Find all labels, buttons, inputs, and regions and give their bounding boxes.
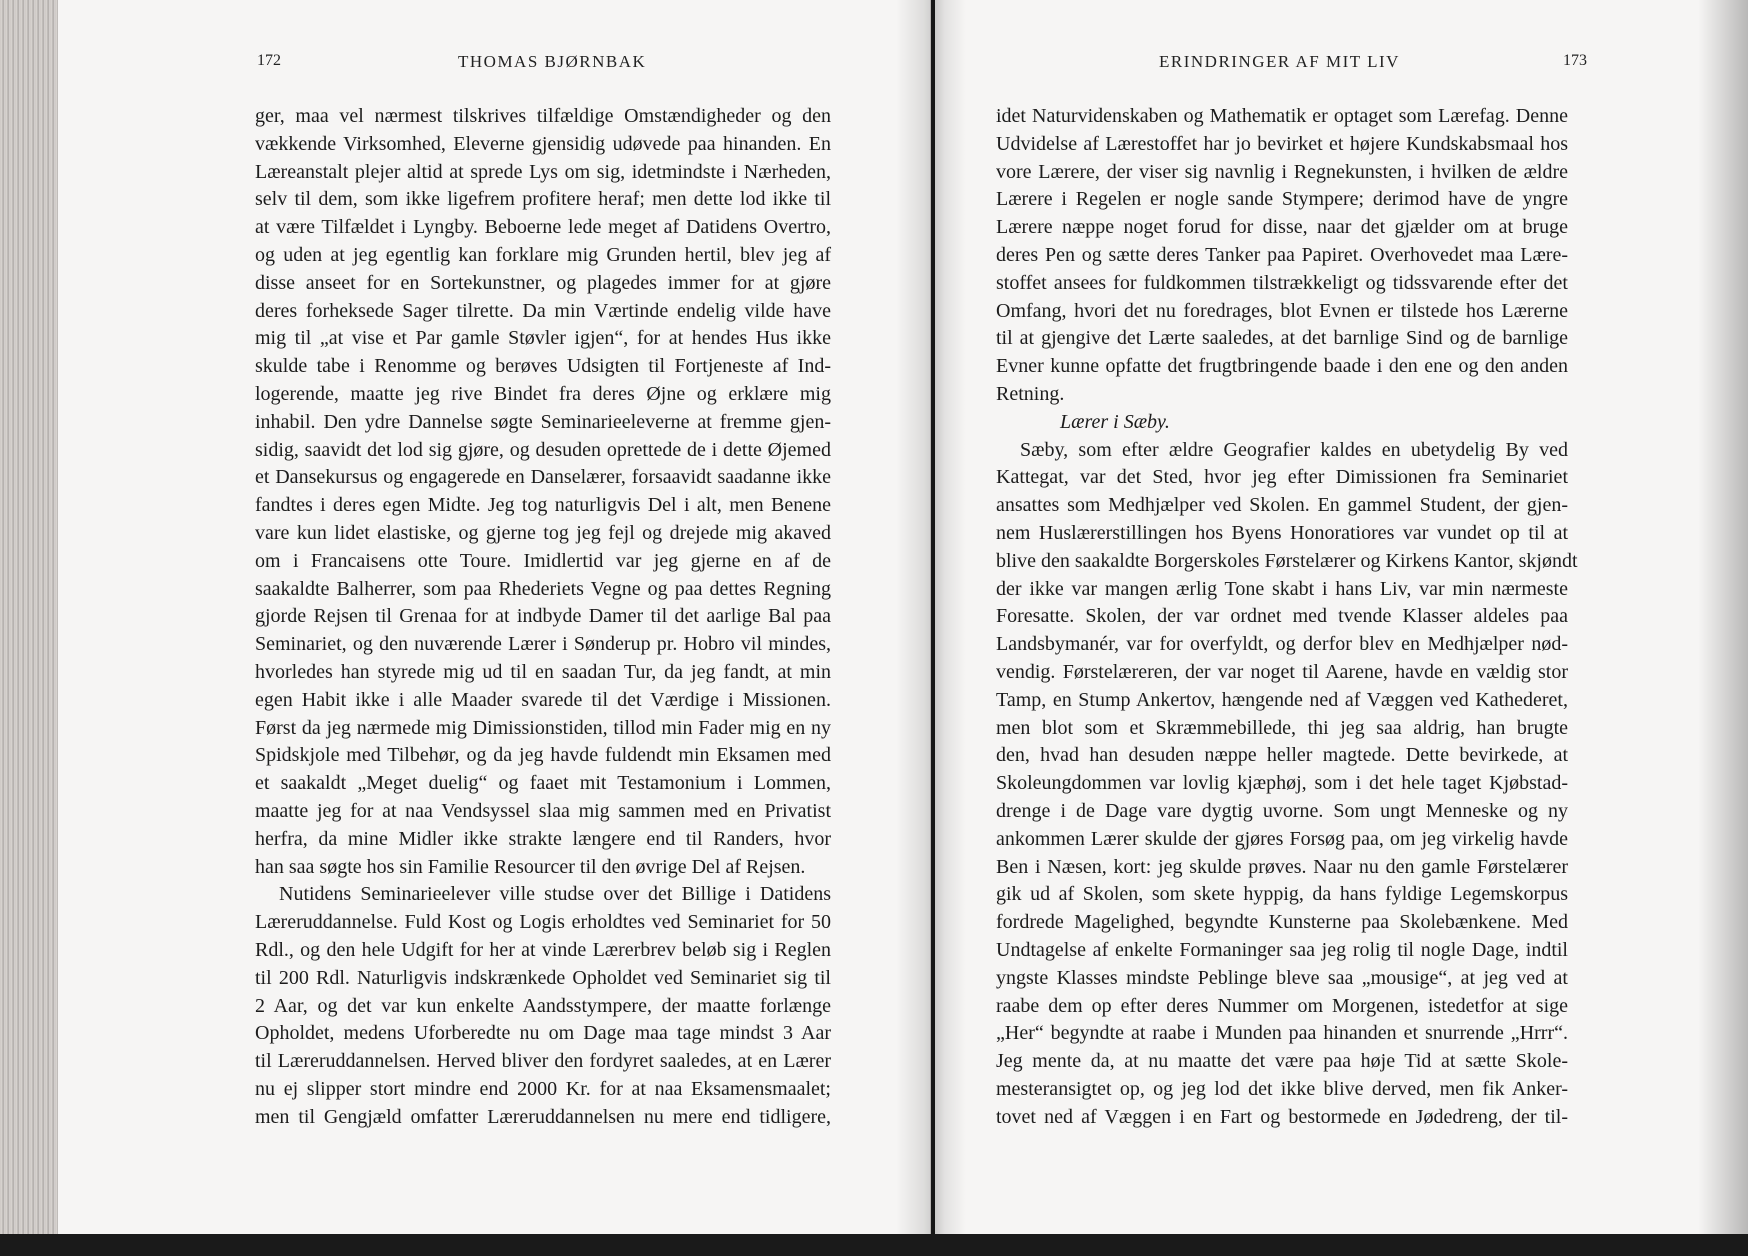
text-line: til at gjengive det Lærte saaledes, at det barnlige Sind og de barnlige bbox=[996, 327, 1568, 350]
text-line: vendig. Førstelæreren, der var noget til Aarene, havde en vældig stor bbox=[996, 660, 1568, 683]
text-line: skulde tabe i Renomme og berøves Udsigten til Fortjeneste af Ind- bbox=[255, 355, 831, 378]
text-line: drenge i de Dage vare dygtig uvorne. Som ungt Menneske og ny bbox=[996, 799, 1568, 822]
text-line: nu ej slipper stort mindre end 2000 Kr. for at naa Eksamensmaalet; bbox=[255, 1077, 831, 1100]
text-line: vore Lærere, der viser sig navnlig i Regnekunsten, i hvilken de ældre bbox=[996, 160, 1568, 183]
page-curl-shadow bbox=[1698, 0, 1748, 1235]
text-line: disse anseet for en Sortekunstner, og plagedes immer for at gjøre bbox=[255, 271, 831, 294]
text-line: vare kun lidet elastiske, og gjerne tog jeg fejl og drejede mig akaved bbox=[255, 521, 831, 544]
text-line: gik ud af Skolen, som skete hyppig, da hans fyldige Legemskorpus bbox=[996, 883, 1568, 906]
text-line: raabe dem op efter deres Nummer om Morgenen, istedetfor at sige bbox=[996, 994, 1568, 1017]
text-line: der ikke var mangen ærlig Tone skabt i hans Liv, var min nærmeste bbox=[996, 577, 1568, 600]
text-line: at være Tilfældet i Lyngby. Beboerne lede meget af Datidens Overtro, bbox=[255, 216, 831, 239]
text-line: Tamp, en Stump Ankertov, hængende ned af Væggen ved Kathederet, bbox=[996, 688, 1568, 711]
text-line: ansattes som Medhjælper ved Skolen. En gammel Student, der gjen- bbox=[996, 494, 1568, 517]
text-line: til Læreruddannelsen. Herved bliver den fordyret saaledes, at en Lærer bbox=[255, 1050, 831, 1073]
text-line: Læreanstalt plejer altid at sprede Lys om sig, idetmindste i Nærheden, bbox=[255, 160, 831, 183]
text-line: Opholdet, medens Uforberedte nu om Dage maa tage mindst 3 Aar bbox=[255, 1022, 831, 1045]
text-line: Skoleungdommen var lovlig kjæphøj, som i det hele taget Kjøbstad- bbox=[996, 772, 1568, 795]
text-line: mig til „at vise et Par gamle Støvler igjen“, for at hendes Hus ikke bbox=[255, 327, 831, 350]
text-line: vækkende Virksomhed, Eleverne gjensidig udøvede paa hinanden. En bbox=[255, 132, 831, 155]
text-line: maatte jeg for at naa Vendsyssel slaa mig sammen med en Privatist bbox=[255, 799, 831, 822]
text-line: Undtagelse af enkelte Formaninger saa jeg rolig til nogle Dage, indtil bbox=[996, 938, 1568, 961]
text-line: deres Pen og sætte deres Tanker paa Papiret. Overhovedet maa Lære- bbox=[996, 243, 1568, 266]
text-line: yngste Klasses mindste Peblinge bleve saa „mousige“, at jeg ved at bbox=[996, 966, 1568, 989]
text-line: hvorledes han styrede mig ud til en saadan Tur, da jeg fandt, at min bbox=[255, 660, 831, 683]
text-line: Først da jeg nærmede mig Dimissionstiden, tillod min Fader mig en ny bbox=[255, 716, 831, 739]
text-line: fordrede Magelighed, begyndte Kunsterne paa Skolebænkene. Med bbox=[996, 911, 1568, 934]
text-line: stoffet ansees for fuldkommen tilstrækkeligt og tidssvarende efter det bbox=[996, 271, 1568, 294]
text-line: Kattegat, var det Sted, hvor jeg efter Dimissionen fra Seminariet bbox=[996, 466, 1568, 489]
text-line: et saakaldt „Meget duelig“ og faaet mit Testamonium i Lommen, bbox=[255, 772, 831, 795]
scan-bottom-border bbox=[0, 1234, 1748, 1256]
text-line: 2 Aar, og det var kun enkelte Aandsstympere, der maatte forlænge bbox=[255, 994, 831, 1017]
text-line: Sæby, som efter ældre Geografier kaldes en ubetydelig By ved bbox=[1020, 438, 1568, 461]
text-line: ger, maa vel nærmest tilskrives tilfældige Omstændigheder og den bbox=[255, 105, 831, 127]
text-line: Lærere næppe noget forud for disse, naar det gjælder om at bruge bbox=[996, 216, 1568, 239]
text-line: Udvidelse af Lærestoffet har jo bevirket et højere Kundskabsmaal hos bbox=[996, 132, 1568, 155]
text-line: til 200 Rdl. Naturligvis indskrænkede Opholdet ved Seminariet sig til bbox=[255, 966, 831, 989]
text-line: Omfang, hvori det nu foredrages, blot Evnen er tilstede hos Lærerne bbox=[996, 299, 1568, 322]
text-line: Seminariet, og den nuværende Lærer i Sønderup pr. Hobro vil mindes, bbox=[255, 633, 831, 656]
text-line: mesteransigtet op, og jeg lod det ikke blive derved, men fik Anker- bbox=[996, 1077, 1568, 1100]
text-line: Nutidens Seminarieelever ville studse over det Billige i Datidens bbox=[279, 883, 831, 906]
text-line: tovet ned af Væggen i en Fart og bestormede en Jødedreng, der til- bbox=[996, 1105, 1568, 1128]
text-line: han saa søgte hos sin Familie Resourcer til den øvrige Del af Rejsen. bbox=[255, 855, 806, 878]
text-line: Lærere i Regelen er nogle sande Stympere; derimod have de yngre bbox=[996, 188, 1568, 211]
left-page-number: 172 bbox=[257, 52, 281, 69]
text-line: Retning. bbox=[996, 382, 1065, 405]
right-page bbox=[935, 0, 1748, 1235]
text-line: Jeg mente da, at nu maatte det være paa høje Tid at sætte Skole- bbox=[996, 1050, 1568, 1073]
text-line: blive den saakaldte Borgerskoles Førstelærer og Kirkens Kantor, skjøndt bbox=[996, 549, 1578, 572]
text-line: gjorde Rejsen til Grenaa for at indbyde Damer til det aarlige Bal paa bbox=[255, 605, 831, 628]
text-line: inhabil. Den ydre Dannelse søgte Seminarieeleverne at fremme gjen- bbox=[255, 410, 831, 433]
text-line: sidig, saavidt det lod sig gjøre, og desuden oprettede de i dette Øjemed bbox=[255, 438, 831, 461]
text-line: idet Naturvidenskaben og Mathematik er optaget som Lærefag. Denne bbox=[996, 105, 1568, 127]
text-line: Landsbymanér, var for overfyldt, og derfor blev en Medhjælper nød- bbox=[996, 633, 1568, 656]
text-line: herfra, da mine Midler ikke strakte længere end til Randers, hvor bbox=[255, 827, 831, 850]
text-line: saakaldte Balherrer, som paa Rhederiets Vegne og paa dettes Regning bbox=[255, 577, 831, 600]
right-body-text bbox=[996, 103, 1578, 1131]
text-line: men til Gengjæld omfatter Læreruddannelsen nu mere end tidligere, bbox=[255, 1105, 831, 1128]
right-page-number: 173 bbox=[1563, 52, 1587, 69]
left-body-text bbox=[255, 103, 831, 1131]
text-line: selv til dem, som ikke ligefrem profitere heraf; men dette lod ikke til bbox=[255, 188, 831, 211]
text-line: egen Habit ikke i alle Maader svarede til det Værdige i Missionen. bbox=[255, 688, 831, 711]
text-line: Spidskjole med Tilbehør, og da jeg havde fuldendt min Eksamen med bbox=[255, 744, 831, 767]
text-line: den, hvad han desuden næppe heller magtede. Dette bevirkede, at bbox=[996, 744, 1568, 767]
left-page bbox=[58, 0, 931, 1235]
text-line: fandtes i deres egen Midte. Jeg tog naturligvis Del i alt, men Benene bbox=[255, 494, 831, 517]
text-line: Evner kunne opfatte det frugtbringende baade i den ene og den anden bbox=[996, 355, 1568, 378]
text-line: Læreruddannelse. Fuld Kost og Logis erholdtes ved Seminariet for 50 bbox=[255, 911, 831, 934]
text-line: nem Huslærerstillingen hos Byens Honoratiores var vundet op til at bbox=[996, 521, 1568, 544]
text-line: Rdl., og den hele Udgift for her at vinde Lærerbrev beløb sig i Reglen bbox=[255, 938, 831, 961]
text-line: om i Francaisens otte Toure. Imidlertid var jeg gjerne en af de bbox=[255, 549, 831, 572]
text-line: men blot som et Skræmmebillede, thi jeg saa aldrig, han brugte bbox=[996, 716, 1568, 739]
text-line: logerende, maatte jeg rive Bindet fra deres Øjne og erklære mig bbox=[255, 382, 831, 405]
text-line: Ben i Næsen, kort: jeg skulde prøves. Naar nu den gamle Førstelærer bbox=[996, 855, 1568, 878]
text-line: ankommen Lærer skulde der gjøres Forsøg paa, om jeg virkelig havde bbox=[996, 827, 1568, 850]
left-running-head: THOMAS BJØRNBAK bbox=[458, 52, 647, 71]
text-line: et Dansekursus og engagerede en Danselærer, forsaavidt saadanne ikke bbox=[255, 466, 831, 489]
text-line: deres forheksede Sager tilrette. Da min Værtinde endelig vilde have bbox=[255, 299, 831, 322]
section-subheading: Lærer i Sæby. bbox=[1060, 410, 1170, 433]
text-line: og uden at jeg egentlig kan forklare mig Grunden hertil, blev jeg af bbox=[255, 243, 831, 266]
text-line: „Her“ begyndte at raabe i Munden paa hinanden et snurrende „Hrrr“. bbox=[996, 1022, 1568, 1045]
right-running-head: ERINDRINGER AF MIT LIV bbox=[1159, 52, 1400, 71]
text-line: Foresatte. Skolen, der var ordnet med tvende Klasser aldeles paa bbox=[996, 605, 1568, 628]
